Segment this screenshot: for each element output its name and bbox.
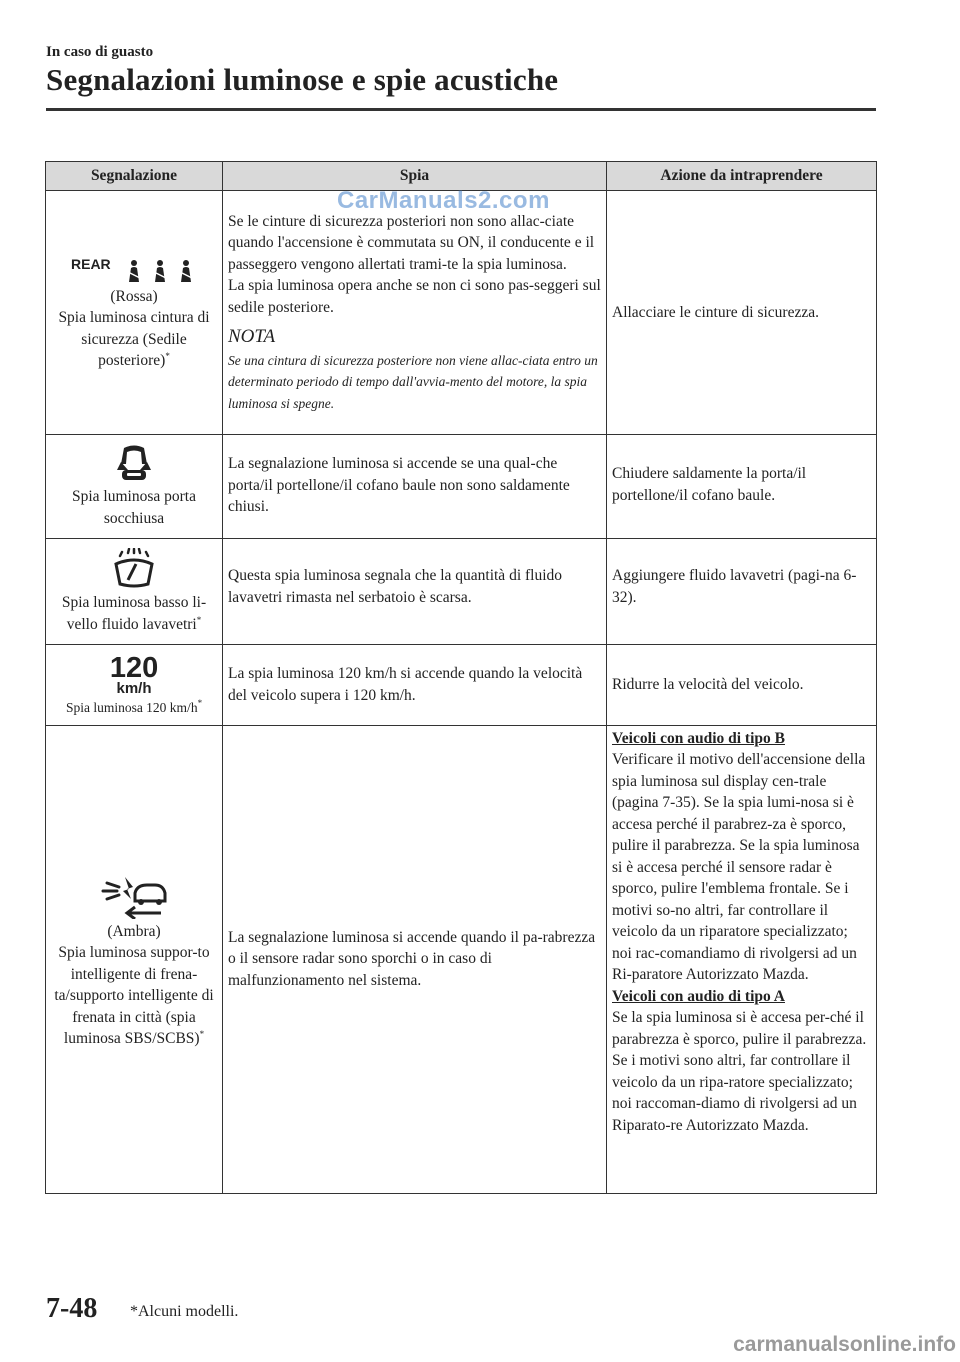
audio-a-text: Se la spia luminosa si è accesa per-ché il parabrezza è sporco, pulire il parabrezza. Se i motivi sono altri, far controllare il veicolo da un ripa-ratore specializzato; noi raccoman-diamo di rivolgersi ad un Riparato-re Autorizzato Mazda. — [612, 1009, 867, 1134]
spia-cell — [223, 191, 607, 435]
col-header-azione: Azione da intraprendere — [607, 162, 877, 191]
signal-label: Spia luminosa 120 km/h — [65, 700, 198, 715]
audio-a-heading: Veicoli con audio di tipo A — [612, 987, 785, 1005]
table-row — [46, 191, 877, 435]
signal-cell — [46, 191, 223, 435]
nota-label: NOTA — [228, 326, 276, 348]
table-row — [46, 645, 877, 726]
spia-cell: Questa spia luminosa segnala che la quantità di fluido lavavetri rimasta nel serbatoio è scarsa. — [223, 539, 607, 645]
speed-icon-unit: km/h — [116, 680, 152, 695]
asterisk: * — [196, 614, 202, 625]
audio-b-text: Verificare il motivo dell'accensione della spia luminosa sul display cen-trale (pagina 7-35). Se la spia lumi-nosa si è accesa perché il parabrez-za è sporco, pulire il parabrezza. Se la spia luminosa si è accesa perché il sensore radar è sporco, pulire l'emblema frontale. Se i motivi so-no altri, far controllare il veicolo da un riparatore specializzato; noi rac-comandiamo di rivolgersi ad un Ri-paratore Autorizzato Mazda. — [612, 751, 866, 983]
nota-text: Se una cintura di sicurezza posteriore non viene allac-ciata entro un determinato periodo di tempo dall'avvia-mento del motore, la spia luminosa si spegne. — [228, 352, 598, 411]
asterisk: * — [199, 1028, 205, 1039]
spia-cell: La spia luminosa 120 km/h si accende quando la velocità del veicolo supera i 120 km/h. — [223, 645, 607, 726]
action-cell — [607, 725, 877, 1193]
title-divider — [46, 108, 876, 111]
spia-cell: La segnalazione luminosa si accende se una qual-che porta/il portellone/il cofano baule non sono saldamente chiusi. — [223, 435, 607, 539]
spia-cell: La segnalazione luminosa si accende quando il pa-rabrezza o il sensore radar sono sporchi o in caso di malfunzionamento nel sistema. — [223, 725, 607, 1193]
signal-cell — [46, 645, 223, 726]
spia-text: La spia luminosa opera anche se non ci sono pas-seggeri sul sedile posteriore. — [228, 277, 601, 316]
signal-label: Spia luminosa cintura di sicurezza (Sedile posteriore) — [58, 309, 210, 369]
rear-seatbelt-icon — [69, 254, 199, 284]
watermark-overlay: CarManuals2.com — [337, 187, 550, 214]
table-row — [46, 725, 877, 1193]
signal-label: Spia luminosa basso li-vello fluido lavavetri — [61, 594, 207, 633]
asterisk: * — [165, 350, 170, 361]
smart-brake-support-icon — [97, 869, 171, 919]
speed-120-icon — [110, 651, 158, 695]
signal-color: (Rossa) — [110, 287, 158, 305]
table-row — [46, 539, 877, 645]
signal-label: Spia luminosa suppor-to intelligente di frena-ta/supporto intelligente di frenata in città (spia luminosa SBS/SCBS) — [54, 944, 214, 1047]
page-number: 7-48 — [46, 1293, 98, 1324]
col-header-spia: Spia — [223, 162, 607, 191]
footnote: *Alcuni modelli. — [130, 1303, 239, 1320]
action-cell: Aggiungere fluido lavavetri (pagi-na 6-32). — [607, 539, 877, 645]
section-label: In caso di guasto — [46, 44, 154, 60]
signal-label: Spia luminosa porta socchiusa — [72, 488, 196, 527]
asterisk: * — [197, 697, 203, 708]
watermark-footer: carmanualsonline.info — [733, 1333, 956, 1356]
action-cell: Chiudere saldamente la porta/il portellone/il cofano baule. — [607, 435, 877, 539]
table-row — [46, 435, 877, 539]
rear-icon-text: REAR — [71, 255, 111, 272]
spia-text: Se le cinture di sicurezza posteriori non sono allac-ciate quando l'accensione è commutata su ON, il conducente e il passeggero vengono allertati trami-te la spia luminosa. — [228, 212, 595, 273]
signal-cell — [46, 435, 223, 539]
signal-color: (Ambra) — [107, 922, 161, 940]
action-cell: Ridurre la velocità del veicolo. — [607, 645, 877, 726]
warning-lights-table — [45, 161, 877, 1194]
signal-cell — [46, 539, 223, 645]
audio-b-heading: Veicoli con audio di tipo B — [612, 729, 785, 747]
action-cell: Allacciare le cinture di sicurezza. — [607, 191, 877, 435]
washer-fluid-icon — [112, 548, 156, 590]
signal-cell — [46, 725, 223, 1193]
col-header-segnalazione: Segnalazione — [46, 162, 223, 191]
door-ajar-icon — [114, 444, 154, 484]
speed-icon-number: 120 — [110, 652, 158, 684]
page-title: Segnalazioni luminose e spie acustiche — [46, 62, 559, 97]
